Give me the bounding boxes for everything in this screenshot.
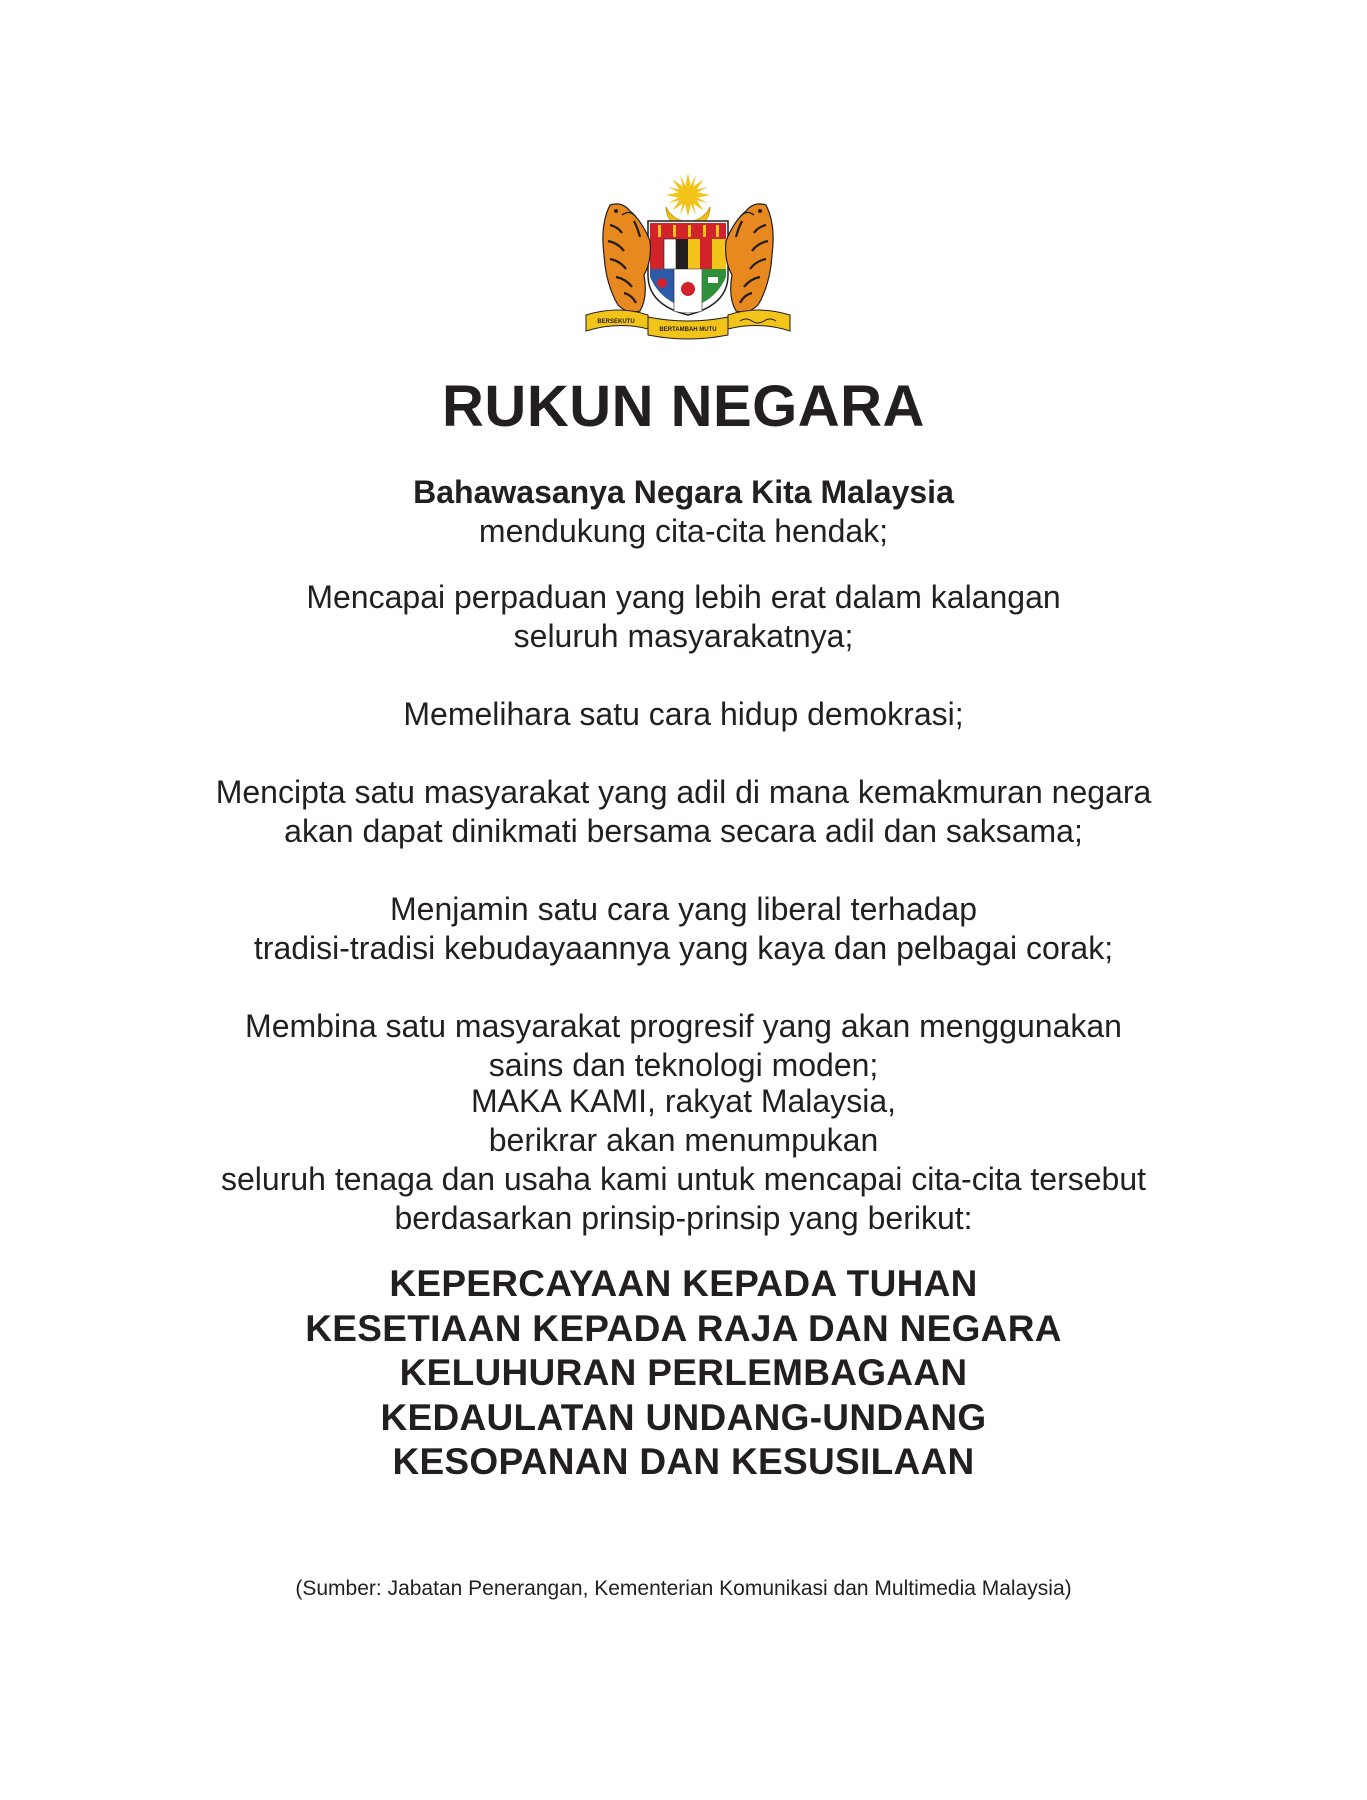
pledge-line: seluruh tenaga dan usaha kami untuk mencapai cita-cita tersebut	[221, 1161, 1146, 1197]
principles-list	[0, 1262, 1367, 1485]
preamble	[0, 473, 1367, 551]
shield	[648, 221, 728, 315]
principle-item: KELUHURAN PERLEMBAGAAN	[399, 1352, 968, 1393]
motto-right-text: BERTAMBAH MUTU	[659, 327, 717, 333]
pledge-paragraph	[0, 1082, 1367, 1238]
aim-item	[0, 695, 1367, 734]
aim-item	[0, 890, 1367, 968]
aims-list	[0, 578, 1367, 1124]
principle-item: KEPERCAYAAN KEPADA TUHAN	[389, 1263, 978, 1304]
left-tiger	[603, 204, 651, 312]
federal-star	[666, 173, 710, 217]
motto-left-text: BERSEKUTU	[597, 319, 635, 325]
right-tiger	[726, 204, 774, 312]
pledge-line: berdasarkan prinsip-prinsip yang berikut:	[394, 1200, 973, 1236]
aim-item	[0, 1007, 1367, 1085]
preamble-sub: mendukung cita-cita hendak;	[478, 513, 889, 549]
aim-line: Menjamin satu cara yang liberal terhadap	[390, 891, 977, 927]
aim-line: Memelihara satu cara hidup demokrasi;	[403, 696, 964, 732]
pledge-line: MAKA KAMI, rakyat Malaysia,	[470, 1083, 896, 1119]
aim-line: Mencipta satu masyarakat yang adil di mana kemakmuran negara	[215, 774, 1152, 810]
coat-of-arms-emblem	[578, 165, 798, 343]
page-title: RUKUN NEGARA	[442, 374, 925, 439]
source-citation: (Sumber: Jabatan Penerangan, Kementerian Komunikasi dan Multimedia Malaysia)	[295, 1577, 1072, 1600]
aim-line: seluruh masyarakatnya;	[513, 618, 854, 654]
aim-line: Mencapai perpaduan yang lebih erat dalam kalangan	[306, 579, 1061, 615]
aim-line: akan dapat dinikmati bersama secara adil dan saksama;	[284, 813, 1083, 849]
aim-line: tradisi-tradisi kebudayaannya yang kaya dan pelbagai corak;	[253, 930, 1114, 966]
principle-item: KESOPANAN DAN KESUSILAAN	[392, 1441, 975, 1482]
aim-item	[0, 578, 1367, 656]
principle-item: KESETIAAN KEPADA RAJA DAN NEGARA	[305, 1307, 1062, 1349]
principle-item: KEDAULATAN UNDANG-UNDANG	[380, 1396, 987, 1438]
pledge-line: berikrar akan menumpukan	[488, 1122, 879, 1158]
aim-line: Membina satu masyarakat progresif yang akan menggunakan	[245, 1008, 1122, 1044]
preamble-lead: Bahawasanya Negara Kita Malaysia	[413, 474, 954, 510]
aim-item	[0, 773, 1367, 851]
aim-line: sains dan teknologi moden;	[488, 1047, 879, 1083]
